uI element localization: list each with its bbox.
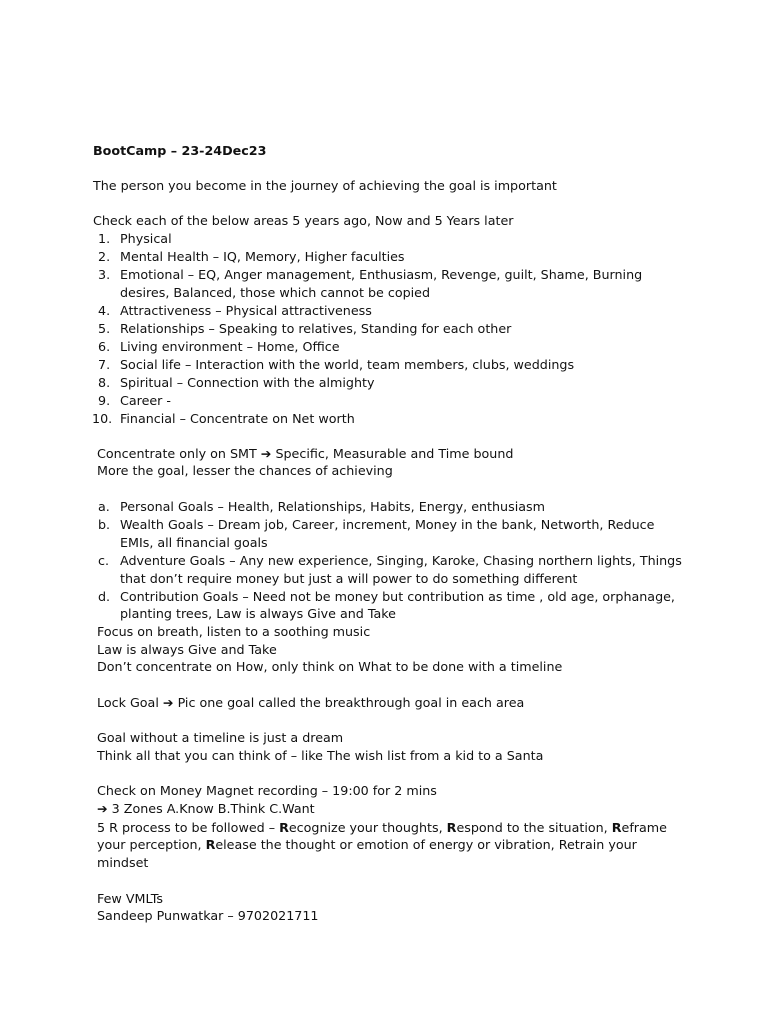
list-item-text-continued: desires, Balanced, those which cannot be copied [120,285,431,300]
list-number: 3. [98,267,111,282]
list-number: 4. [98,303,111,318]
lock-goal-text-before: Lock Goal [97,695,163,710]
list-item-text: Mental Health – IQ, Memory, Higher faculties [120,249,405,264]
intro-line: The person you become in the journey of achieving the goal is important [93,178,557,193]
list-item-text: Social life – Interaction with the world, team members, clubs, weddings [120,357,575,372]
list-item-text: Financial – Concentrate on Net worth [120,411,355,426]
right-arrow-icon: ➔ [260,446,272,461]
focus-breath-line: Focus on breath, listen to a soothing music [97,624,371,639]
list-item-text: Spiritual – Connection with the almighty [120,375,375,390]
five-r-bold-letter: R [279,820,289,835]
right-arrow-icon: ➔ [162,695,174,710]
zones-text: 3 Zones A.Know B.Think C.Want [107,801,315,816]
contact-line: Sandeep Punwatkar – 9702021711 [97,908,319,923]
list-item-text-continued: EMIs, all financial goals [120,535,268,550]
smt-text-before: Concentrate only on SMT [97,446,261,461]
money-magnet-line: Check on Money Magnet recording – 19:00 for 2 mins [97,783,437,798]
five-r-bold-letter: R [205,837,216,852]
list-letter: b. [98,517,111,532]
list-item-text: Contribution Goals – Need not be money but contribution as time , old age, orphanage, [120,589,675,604]
list-number: 9. [98,393,111,408]
goal-timeline-line: Goal without a timeline is just a dream [97,730,344,745]
smt-text-after: Specific, Measurable and Time bound [271,446,514,461]
five-r-line-1 [97,819,667,837]
five-r-text: your perception, [97,837,206,852]
list-number: 2. [98,249,111,264]
list-item-text-continued: planting trees, Law is always Give and Take [120,606,396,621]
dont-concentrate-line: Don’t concentrate on How, only think on What to be done with a timeline [97,659,563,674]
more-goal-line: More the goal, lesser the chances of achieving [97,463,393,478]
list-item-text: Living environment – Home, Office [120,339,340,354]
list-number: 6. [98,339,111,354]
think-all-line: Think all that you can think of – like The wish list from a kid to a Santa [97,748,544,763]
five-r-bold-letter: R [446,820,457,835]
lock-goal-text-after: Pic one goal called the breakthrough goal in each area [173,695,525,710]
five-r-text: 5 R process to be followed – [97,820,280,835]
five-r-text: espond to the situation, [456,820,612,835]
list-number: 10. [92,411,113,426]
list-item-text: Attractiveness – Physical attractiveness [120,303,372,318]
list-letter: a. [98,499,110,514]
lock-goal-line [97,694,524,712]
five-r-bold-letter: R [611,820,622,835]
few-vmlts-line: Few VMLTs [97,891,164,906]
list-letter: d. [98,589,111,604]
list-item-text: Wealth Goals – Dream job, Career, increment, Money in the bank, Networth, Reduce [120,517,655,532]
five-r-line-3: mindset [97,855,149,870]
five-r-text: eframe [621,820,667,835]
list-number: 5. [98,321,111,336]
list-letter: c. [98,553,110,568]
document-title: BootCamp – 23-24Dec23 [93,143,267,158]
list-item-text: Emotional – EQ, Anger management, Enthusiasm, Revenge, guilt, Shame, Burning [120,267,643,282]
list-item-text: Personal Goals – Health, Relationships, Habits, Energy, enthusiasm [120,499,545,514]
list-item-text: Relationships – Speaking to relatives, Standing for each other [120,321,512,336]
list-number: 8. [98,375,111,390]
right-arrow-icon: ➔ [97,801,108,816]
five-r-text: ecognize your thoughts, [288,820,447,835]
check-areas-heading: Check each of the below areas 5 years ago, Now and 5 Years later [93,213,514,228]
list-item-text-continued: that don’t require money but just a will power to do something different [120,571,578,586]
five-r-line-2 [97,836,637,854]
five-r-text: elease the thought or emotion of energy or vibration, Retrain your [215,837,637,852]
list-number: 7. [98,357,111,372]
list-item-text: Adventure Goals – Any new experience, Singing, Karoke, Chasing northern lights, Things [120,553,682,568]
zones-line [97,800,315,818]
list-item-text: Physical [120,231,172,246]
list-number: 1. [98,231,111,246]
law-give-take-line: Law is always Give and Take [97,642,277,657]
list-item-text: Career - [120,393,172,408]
smt-line [97,445,513,463]
